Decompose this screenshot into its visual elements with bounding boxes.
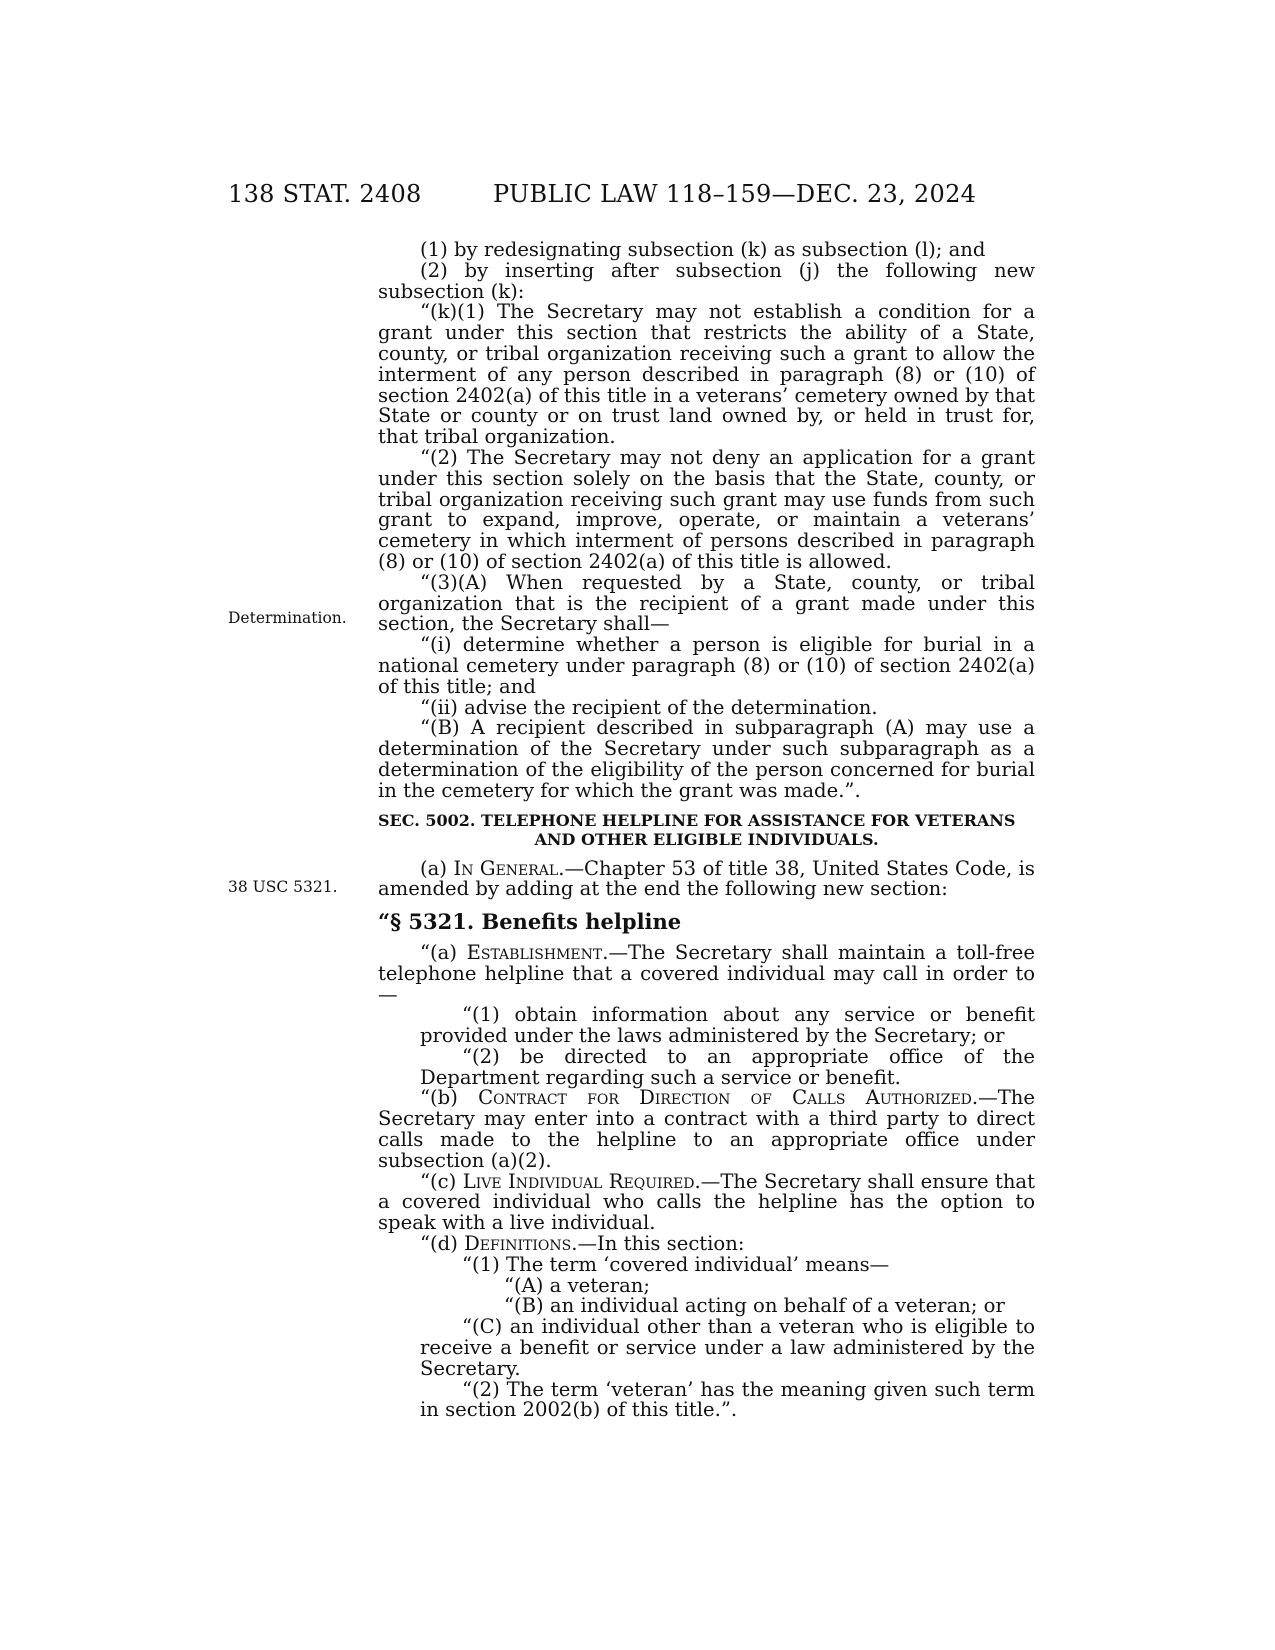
- caption: Live Individual Required: [462, 1169, 695, 1193]
- paragraph: “(3)(A) When requested by a State, county, or tribal organization that is the recipient of a grant made under this section, the Secretary shall—: [378, 570, 1035, 636]
- paragraph: “(2) be directed to an appropriate office of the Department regarding such a service or benefit.: [420, 1044, 1035, 1089]
- document-body: [378, 240, 1035, 1421]
- paragraph: “(b) Contract for Direction of Calls Authorized.—The Secretary may enter into a contract with a third party to direct calls made to the helpline to an appropriate office under subsection (a)(2).: [378, 1086, 1035, 1172]
- paragraph: “(B) an individual acting on behalf of a veteran; or: [504, 1294, 1005, 1318]
- paragraph: “(i) determine whether a person is eligible for burial in a national cemetery under paragraph (8) or (10) of section 2402(a) of this title; and: [378, 633, 1035, 698]
- caption: In General: [453, 856, 559, 880]
- section-heading-line-1: SEC. 5002. TELEPHONE HELPLINE FOR ASSISTANCE FOR VETERANS: [378, 810, 1016, 830]
- paragraph: (a) In General.—Chapter 53 of title 38, United States Code, is amended by adding at the end the following new section:: [378, 856, 1035, 901]
- paragraph: “(C) an individual other than a veteran who is eligible to receive a benefit or service under a law administered by the Secretary.: [420, 1315, 1035, 1380]
- paragraph: (1) by redesignating subsection (k) as subsection (l); and: [420, 238, 986, 261]
- margin-note-usc: 38 USC 5321.: [228, 878, 338, 896]
- paragraph: “(B) A recipient described in subparagraph (A) may use a determination of the Secretary under such subparagraph as a determination of the eligibility of the person concerned for burial in the cemetery for which the grant was made.”.: [378, 716, 1035, 802]
- paragraph: “(1) The term ‘covered individual’ means—: [462, 1252, 890, 1276]
- section-title: “§ 5321. Benefits helpline: [378, 909, 682, 935]
- caption: Contract for Direction of Calls Authorized: [478, 1086, 972, 1110]
- caption: Definitions: [464, 1232, 572, 1256]
- stat-reference: 138 STAT. 2408: [228, 180, 422, 208]
- paragraph: “(d) Definitions.—In this section:: [420, 1232, 745, 1256]
- paragraph: “(a) Establishment.—The Secretary shall maintain a toll-free telephone helpline that a covered individual may call in order to—: [378, 940, 1035, 1006]
- paragraph: “(ii) advise the recipient of the determination.: [420, 695, 878, 719]
- paragraph: “(1) obtain information about any service or benefit provided under the laws administered by the Secretary; or: [420, 1003, 1035, 1048]
- paragraph: “(c) Live Individual Required.—The Secretary shall ensure that a covered individual who calls the helpline has the option to speak with a live individual.: [378, 1169, 1035, 1235]
- paragraph: “(k)(1) The Secretary may not establish a condition for a grant under this section that restricts the ability of a State, county, or tribal organization receiving such a grant to allow the interment of any person described in paragraph (8) or (10) of section 2402(a) of this title in a veterans’ cemetery owned by that State or county or on trust land owned by, or held in trust for, that tribal organization.: [378, 300, 1035, 449]
- running-head: PUBLIC LAW 118–159—DEC. 23, 2024: [493, 180, 977, 208]
- paragraph: (2) by inserting after subsection (j) the following new subsection (k):: [378, 258, 1035, 303]
- section-heading-line-2: AND OTHER ELIGIBLE INDIVIDUALS.: [534, 829, 879, 849]
- page-header: [0, 180, 1275, 220]
- margin-note-determination: Determination.: [228, 609, 347, 627]
- section-heading: [378, 811, 1035, 849]
- paragraph: “(A) a veteran;: [504, 1273, 650, 1297]
- paragraph: “(2) The term ‘veteran’ has the meaning given such term in section 2002(b) of this title.”.: [420, 1377, 1035, 1422]
- paragraph: “(2) The Secretary may not deny an application for a grant under this section solely on the basis that the State, county, or tribal organization receiving such grant may use funds from such grant to expand, improve, operate, or maintain a veterans’ cemetery in which interment of persons described in paragraph (8) or (10) of section 2402(a) of this title is allowed.: [378, 445, 1035, 573]
- caption: Establishment: [466, 940, 603, 964]
